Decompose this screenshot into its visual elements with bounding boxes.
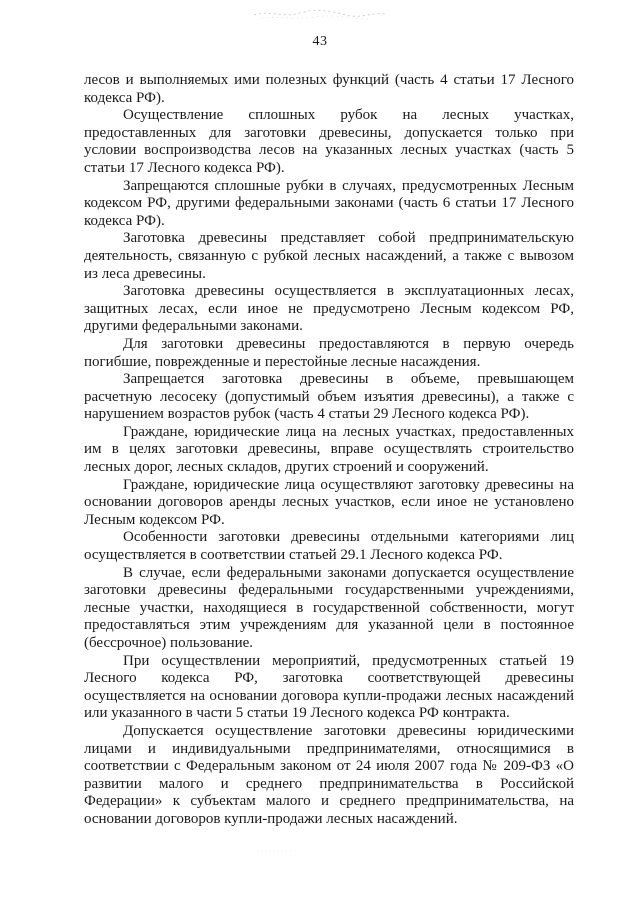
paragraph: При осуществлении мероприятий, предусмотренных статьей 19 Лесного кодекса РФ, заготовка соответствующей древесины осуществляется на основании договора купли-продажи лесных насаждений или указанного в части 5 статьи 19 Лесного кодекса РФ контракта. <box>84 652 574 722</box>
page-number: 43 <box>312 34 328 49</box>
paragraph: В случае, если федеральными законами допускается осуществление заготовки древесины федеральными государственными учреждениями, лесные участки, находящиеся в государственной собственности, могут предоставляться этим учреждениям для указанной цели в постоянное (бессрочное) пользование. <box>84 564 574 651</box>
scan-artifact <box>250 6 390 22</box>
scan-artifact-bottom <box>256 846 296 856</box>
body-text <box>84 72 574 829</box>
paragraph: Особенности заготовки древесины отдельными категориями лиц осуществляется в соответствии статьей 29.1 Лесного кодекса РФ. <box>84 529 574 564</box>
paragraph: Граждане, юридические лица на лесных участках, предоставленных им в целях заготовки древесины, вправе осуществлять строительство лесных дорог, лесных складов, других строений и сооружений. <box>84 423 574 476</box>
paragraph: Граждане, юридические лица осуществляют заготовку древесины на основании договоров аренды лесных участков, если иное не установлено Лесным кодексом РФ. <box>84 476 574 528</box>
paragraph: Для заготовки древесины предоставляются в первую очередь погибшие, поврежденные и перестойные лесные насаждения. <box>84 335 574 370</box>
paragraph: Допускается осуществление заготовки древесины юридическими лицами и индивидуальными предпринимателями, относящимися в соответствии с Федеральным законом от 24 июля 2007 года № 209-ФЗ «О развитии малого и среднего предпринимательства в Российской Федерации» к субъектам малого и среднего предпринимательства, на основании договоров купли-продажи лесных насаждений. <box>84 722 574 827</box>
paragraph: Заготовка древесины осуществляется в эксплуатационных лесах, защитных лесах, если иное не предусмотрено Лесным кодексом РФ, другими федеральными законами. <box>84 283 574 335</box>
paragraph: Запрещается заготовка древесины в объеме, превышающем расчетную лесосеку (допустимый объем изъятия древесины), а также с нарушением возрастов рубок (часть 4 статьи 29 Лесного кодекса РФ). <box>84 371 574 423</box>
paragraph: Осуществление сплошных рубок на лесных участках, предоставленных для заготовки древесины, допускается только при условии воспроизводства лесов на указанных лесных участках (часть 5 статьи 17 Лесного кодекса РФ). <box>84 107 574 176</box>
paragraph-continuation: лесов и выполняемых ими полезных функций (часть 4 статьи 17 Лесного кодекса РФ). <box>84 72 574 106</box>
paragraph: Заготовка древесины представляет собой предпринимательскую деятельность, связанную с рубкой лесных насаждений, а также с вывозом из леса древесины. <box>84 230 574 282</box>
paragraph: Запрещаются сплошные рубки в случаях, предусмотренных Лесным кодексом РФ, другими федеральными законами (часть 6 статьи 17 Лесного кодекса РФ). <box>84 177 574 229</box>
